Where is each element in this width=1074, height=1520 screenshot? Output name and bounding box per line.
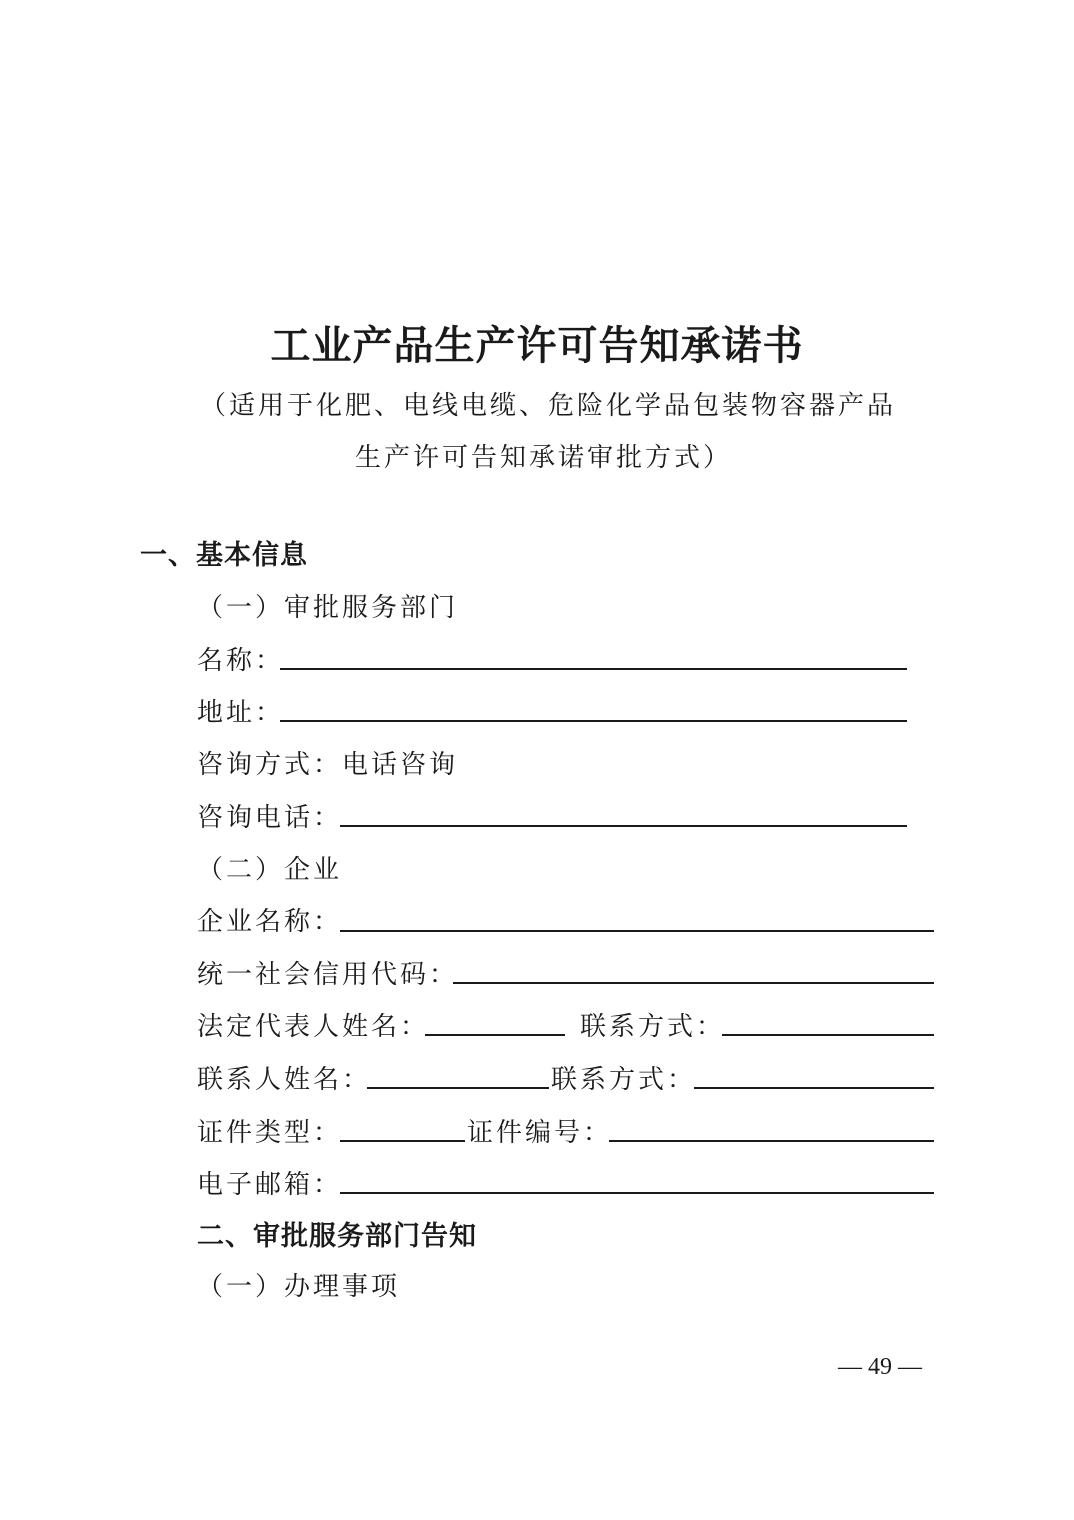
section-1-heading: 一、基本信息 bbox=[140, 540, 308, 571]
subtitle-line-1: （适用于化肥、电线电缆、危险化学品包装物容器产品 bbox=[200, 391, 897, 421]
subsection-matters-heading: （一）办理事项 bbox=[197, 1272, 401, 1302]
legal-rep-field[interactable] bbox=[425, 1034, 565, 1036]
dept-address-label: 地址： bbox=[197, 698, 285, 728]
company-name-field[interactable] bbox=[340, 930, 934, 932]
dept-address-field[interactable] bbox=[280, 720, 907, 722]
email-label: 电子邮箱： bbox=[197, 1170, 343, 1200]
consult-method-text: 咨询方式：电话咨询 bbox=[197, 750, 459, 780]
subtitle-line-2: 生产许可告知承诺审批方式） bbox=[355, 443, 733, 473]
consult-phone-field[interactable] bbox=[340, 825, 907, 827]
consult-phone-label: 咨询电话： bbox=[197, 803, 343, 833]
section-2-heading: 二、审批服务部门告知 bbox=[197, 1221, 477, 1252]
page-number: — 49 — bbox=[838, 1354, 922, 1380]
id-number-field[interactable] bbox=[609, 1140, 934, 1142]
legal-rep-contact-field[interactable] bbox=[722, 1034, 934, 1036]
contact-method-label: 联系方式： bbox=[551, 1065, 697, 1095]
legal-rep-label: 法定代表人姓名： bbox=[197, 1012, 430, 1042]
id-number-label: 证件编号： bbox=[467, 1118, 613, 1148]
credit-code-label: 统一社会信用代码： bbox=[197, 960, 459, 990]
id-type-field[interactable] bbox=[340, 1140, 465, 1142]
company-name-label: 企业名称： bbox=[197, 907, 343, 937]
id-type-label: 证件类型： bbox=[197, 1118, 343, 1148]
contact-person-field[interactable] bbox=[367, 1087, 549, 1089]
contact-method-field[interactable] bbox=[694, 1087, 934, 1089]
dept-name-label: 名称： bbox=[197, 646, 285, 676]
email-field[interactable] bbox=[340, 1192, 934, 1194]
credit-code-field[interactable] bbox=[453, 982, 934, 984]
contact-person-label: 联系人姓名： bbox=[197, 1065, 372, 1095]
legal-rep-contact-label: 联系方式： bbox=[580, 1012, 726, 1042]
document-title: 工业产品生产许可告知承诺书 bbox=[270, 322, 804, 369]
dept-name-field[interactable] bbox=[280, 668, 907, 670]
subsection-approval-dept-heading: （一）审批服务部门 bbox=[197, 593, 459, 623]
subsection-company-heading: （二）企业 bbox=[197, 855, 343, 885]
